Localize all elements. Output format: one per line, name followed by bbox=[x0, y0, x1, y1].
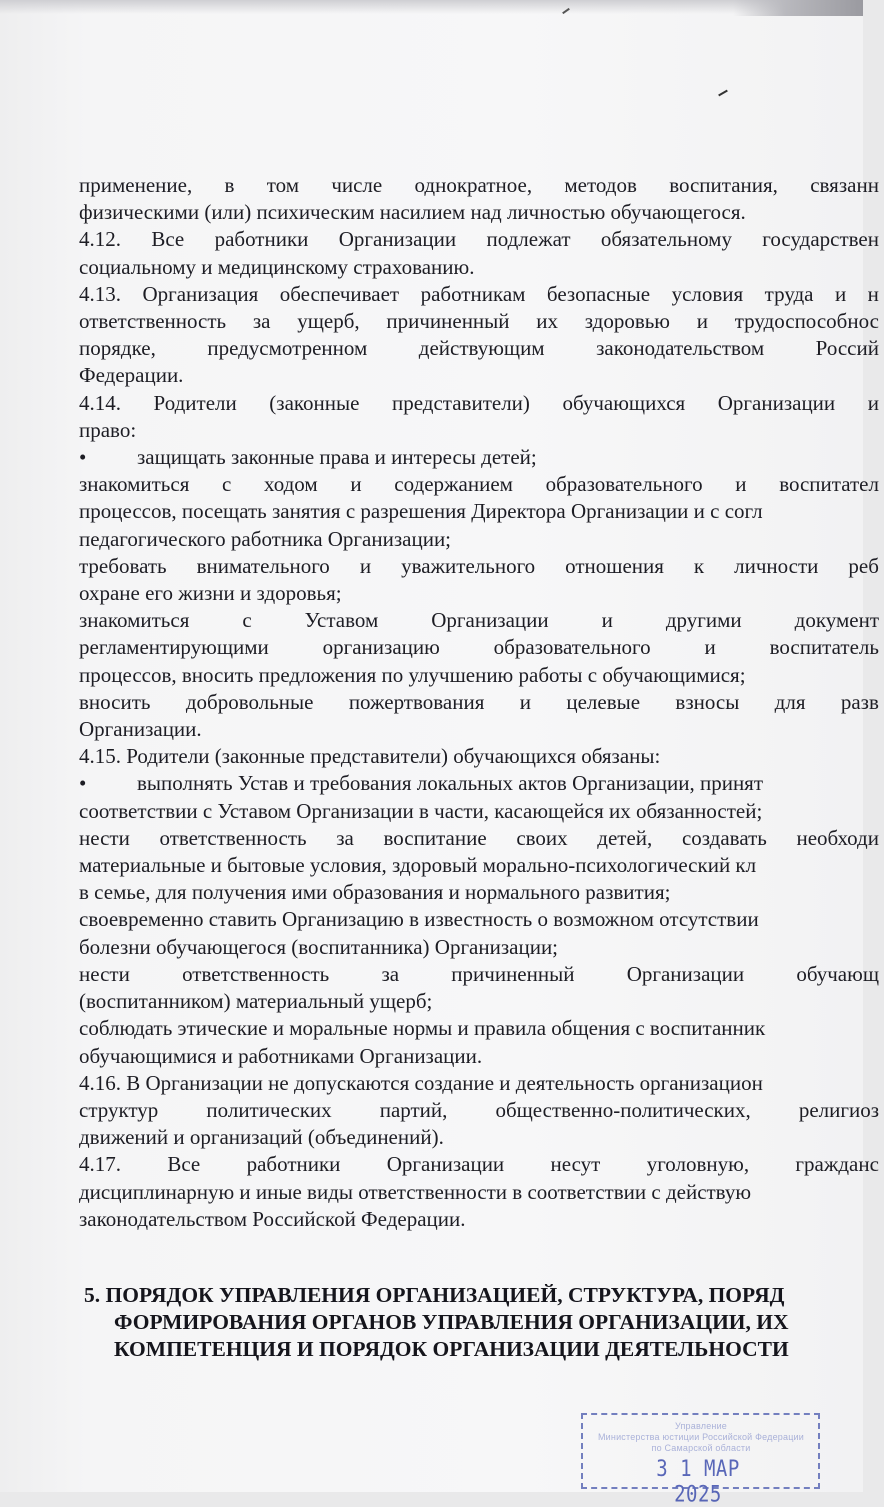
word: своих bbox=[516, 825, 568, 850]
word: за bbox=[336, 825, 354, 850]
text-line: движений и организаций (объединений). bbox=[79, 1125, 444, 1150]
word: образовательного bbox=[493, 635, 651, 660]
word: (законные bbox=[269, 390, 360, 415]
word: за bbox=[252, 309, 271, 334]
word: числе bbox=[331, 173, 383, 197]
word: отношения bbox=[565, 553, 664, 578]
text-line bbox=[79, 226, 879, 253]
text-line bbox=[79, 172, 879, 199]
section-heading-line: КОМПЕТЕНЦИЯ И ПОРЯДОК ОРГАНИЗАЦИИ ДЕЯТЕЛЬНОСТИ bbox=[114, 1337, 789, 1361]
text-line bbox=[79, 390, 879, 417]
word: и bbox=[735, 472, 747, 497]
text-line: физическими (или) психическим насилием над личностью обучающегося. bbox=[79, 200, 746, 225]
word: порядке, bbox=[79, 336, 156, 361]
word: Организации bbox=[626, 961, 745, 986]
text-line bbox=[79, 770, 879, 797]
text-line bbox=[79, 634, 879, 661]
text-line: Организации. bbox=[79, 717, 202, 742]
word: безопасные bbox=[546, 281, 651, 306]
text-line: в семье, для получения ими образования и нормального развития; bbox=[79, 880, 671, 905]
word: добровольные bbox=[185, 689, 314, 714]
word: общественно-политических, bbox=[495, 1097, 751, 1122]
text-line: дисциплинарную и иные виды ответственности в соответствии с действую bbox=[79, 1179, 752, 1204]
word: нести bbox=[79, 825, 130, 850]
document-body bbox=[79, 172, 879, 1233]
word: несут bbox=[550, 1152, 601, 1177]
word: обязательному bbox=[600, 227, 732, 252]
text-line bbox=[79, 1097, 879, 1124]
word: связанн bbox=[810, 173, 879, 197]
word: целевые bbox=[566, 689, 641, 714]
word: воспитател bbox=[779, 472, 879, 497]
text-line bbox=[79, 961, 879, 988]
bullet-text: защищать законные права и интересы детей; bbox=[137, 445, 537, 470]
word: обеспечивает bbox=[279, 281, 400, 306]
text-line: болезни обучающегося (воспитанника) Организации; bbox=[79, 934, 559, 959]
stamp-date: 3 1 МАР 2025 bbox=[656, 1456, 740, 1507]
word: с bbox=[242, 608, 252, 633]
word: ответственность bbox=[159, 825, 307, 850]
word: воспитатель bbox=[769, 635, 879, 660]
word: действующим bbox=[418, 336, 545, 361]
word: 4.12. bbox=[79, 227, 121, 252]
word: 4.17. bbox=[79, 1152, 121, 1177]
word: знакомиться bbox=[79, 608, 190, 633]
stamp-line: по Самарской области bbox=[651, 1443, 751, 1453]
word: партий, bbox=[379, 1097, 448, 1122]
text-line bbox=[79, 281, 879, 308]
word: и bbox=[834, 281, 847, 306]
bullet-icon: • bbox=[79, 445, 87, 470]
registration-stamp bbox=[581, 1413, 820, 1507]
word: требовать bbox=[79, 553, 167, 578]
word: воспитание bbox=[383, 825, 487, 850]
word: государствен bbox=[762, 227, 879, 252]
word: ущерб, bbox=[297, 309, 360, 334]
bullet-text: выполнять Устав и требования локальных актов Организации, принят bbox=[137, 771, 764, 796]
stamp-line: Министерства юстиции Российской Федерации bbox=[597, 1432, 805, 1442]
word: работники bbox=[214, 227, 309, 252]
word: условия bbox=[671, 281, 744, 306]
word: предусмотренном bbox=[207, 336, 368, 361]
word: ответственность bbox=[182, 961, 330, 986]
word: документ bbox=[794, 608, 879, 633]
text-line bbox=[79, 1151, 879, 1178]
word: однократное, bbox=[414, 173, 533, 197]
text-line: законодательством Российской Федерации. bbox=[79, 1206, 466, 1231]
text-line: (воспитанником) материальный ущерб; bbox=[79, 989, 433, 1014]
word: воспитания, bbox=[669, 173, 778, 197]
word: вносить bbox=[79, 689, 151, 714]
word: и bbox=[519, 689, 531, 714]
word: ответственность bbox=[79, 309, 227, 334]
section-heading-line: ФОРМИРОВАНИЯ ОРГАНОВ УПРАВЛЕНИЯ ОРГАНИЗАЦИИ, ИХ bbox=[114, 1310, 789, 1334]
word: образовательного bbox=[545, 472, 703, 497]
word: причиненный bbox=[386, 309, 510, 334]
word: с bbox=[222, 472, 232, 497]
word: Уставом bbox=[304, 608, 379, 633]
word: том bbox=[266, 173, 300, 197]
text-line: обучающимися и работниками Организации. bbox=[79, 1043, 483, 1068]
word: организацию bbox=[322, 635, 440, 660]
word: и bbox=[601, 608, 613, 633]
word: Родители bbox=[153, 390, 237, 415]
word: труда bbox=[764, 281, 814, 306]
text-line bbox=[79, 471, 879, 498]
word: ходом bbox=[264, 472, 318, 497]
word: взносы bbox=[675, 689, 740, 714]
text-line: 4.16. В Организации не допускаются создание и деятельность организацион bbox=[79, 1070, 763, 1095]
word: к bbox=[693, 553, 705, 578]
word: Организации bbox=[431, 608, 549, 633]
word: другими bbox=[665, 608, 742, 633]
text-line: социальному и медицинскому страхованию. bbox=[79, 254, 475, 279]
word: создавать bbox=[681, 825, 767, 850]
word: нести bbox=[79, 961, 130, 986]
bullet-icon: • bbox=[79, 771, 87, 796]
text-line: педагогического работника Организации; bbox=[79, 526, 452, 551]
word: внимательного bbox=[196, 553, 330, 578]
text-line: 4.15. Родители (законные представители) обучающихся обязаны: bbox=[79, 744, 661, 769]
word: личности bbox=[734, 553, 819, 578]
text-line bbox=[79, 308, 879, 335]
text-line: право: bbox=[79, 417, 137, 442]
word: Все bbox=[167, 1152, 201, 1177]
word: обучающихся bbox=[562, 390, 686, 415]
word: регламентирующими bbox=[79, 635, 269, 660]
text-line bbox=[79, 553, 879, 580]
stamp-line: Управление bbox=[674, 1421, 728, 1431]
word: здоровью bbox=[584, 309, 671, 334]
word: подлежат bbox=[486, 227, 571, 252]
word: 4.13. bbox=[79, 281, 121, 306]
word: детей, bbox=[597, 825, 653, 850]
pen-mark bbox=[718, 90, 728, 97]
word: Организация bbox=[142, 281, 259, 306]
word: религиоз bbox=[798, 1097, 879, 1122]
text-line bbox=[79, 335, 879, 362]
text-line: материальные и бытовые условия, здоровый морально-психологический кл bbox=[79, 853, 757, 878]
word: трудоспособнос bbox=[734, 309, 879, 334]
word: обучающ bbox=[796, 961, 879, 986]
section-heading-line: 5. ПОРЯДОК УПРАВЛЕНИЯ ОРГАНИЗАЦИЕЙ, СТРУКТУРА, ПОРЯД bbox=[84, 1283, 785, 1307]
word: Россий bbox=[815, 336, 879, 361]
word: методов bbox=[564, 173, 637, 197]
word: пожертвования bbox=[348, 689, 485, 714]
word: для bbox=[774, 689, 806, 714]
word: их bbox=[536, 309, 558, 334]
text-line bbox=[79, 444, 879, 471]
word: в bbox=[224, 173, 235, 197]
text-line bbox=[79, 689, 879, 716]
word: и bbox=[350, 472, 362, 497]
word: необходи bbox=[796, 825, 879, 850]
word: реб bbox=[848, 553, 879, 578]
text-line: соблюдать этические и моральные нормы и правила общения с воспитанник bbox=[79, 1016, 766, 1041]
word: Все bbox=[151, 227, 185, 252]
word: разв bbox=[840, 689, 879, 714]
word: и bbox=[704, 635, 716, 660]
word: и bbox=[696, 309, 708, 334]
word: представители) bbox=[392, 390, 530, 415]
text-line bbox=[79, 607, 879, 634]
word: Организации bbox=[717, 390, 836, 415]
word: гражданс bbox=[795, 1152, 879, 1177]
word: и bbox=[867, 390, 879, 415]
word: и bbox=[359, 553, 372, 578]
word: применение, bbox=[79, 173, 193, 197]
word: н bbox=[867, 281, 879, 306]
text-line: своевременно ставить Организацию в известность о возможном отсутствии bbox=[79, 907, 759, 932]
text-line: процессов, посещать занятия с разрешения Директора Организации и с согл bbox=[79, 499, 763, 524]
word: Организации bbox=[338, 227, 457, 252]
text-line bbox=[79, 825, 879, 852]
word: политических bbox=[206, 1097, 332, 1122]
word: уважительного bbox=[401, 553, 536, 578]
word: работникам bbox=[420, 281, 526, 306]
word: знакомиться bbox=[79, 472, 190, 497]
text-line: процессов, вносить предложения по улучшению работы с обучающимися; bbox=[79, 662, 746, 687]
word: содержанием bbox=[394, 472, 513, 497]
word: 4.14. bbox=[79, 390, 121, 415]
word: уголовную, bbox=[646, 1152, 750, 1177]
text-line: соответствии с Уставом Организации в части, касающейся их обязанностей; bbox=[79, 798, 763, 823]
word: Организации bbox=[386, 1152, 505, 1177]
word: работники bbox=[246, 1152, 341, 1177]
word: причиненный bbox=[451, 961, 575, 986]
section-heading bbox=[84, 1282, 884, 1363]
word: структур bbox=[79, 1097, 159, 1122]
text-line: Федерации. bbox=[79, 363, 184, 388]
word: законодательством bbox=[596, 336, 765, 361]
word: за bbox=[381, 961, 400, 986]
scan-edge-shadow bbox=[733, 0, 863, 16]
text-line: охране его жизни и здоровья; bbox=[79, 581, 342, 606]
